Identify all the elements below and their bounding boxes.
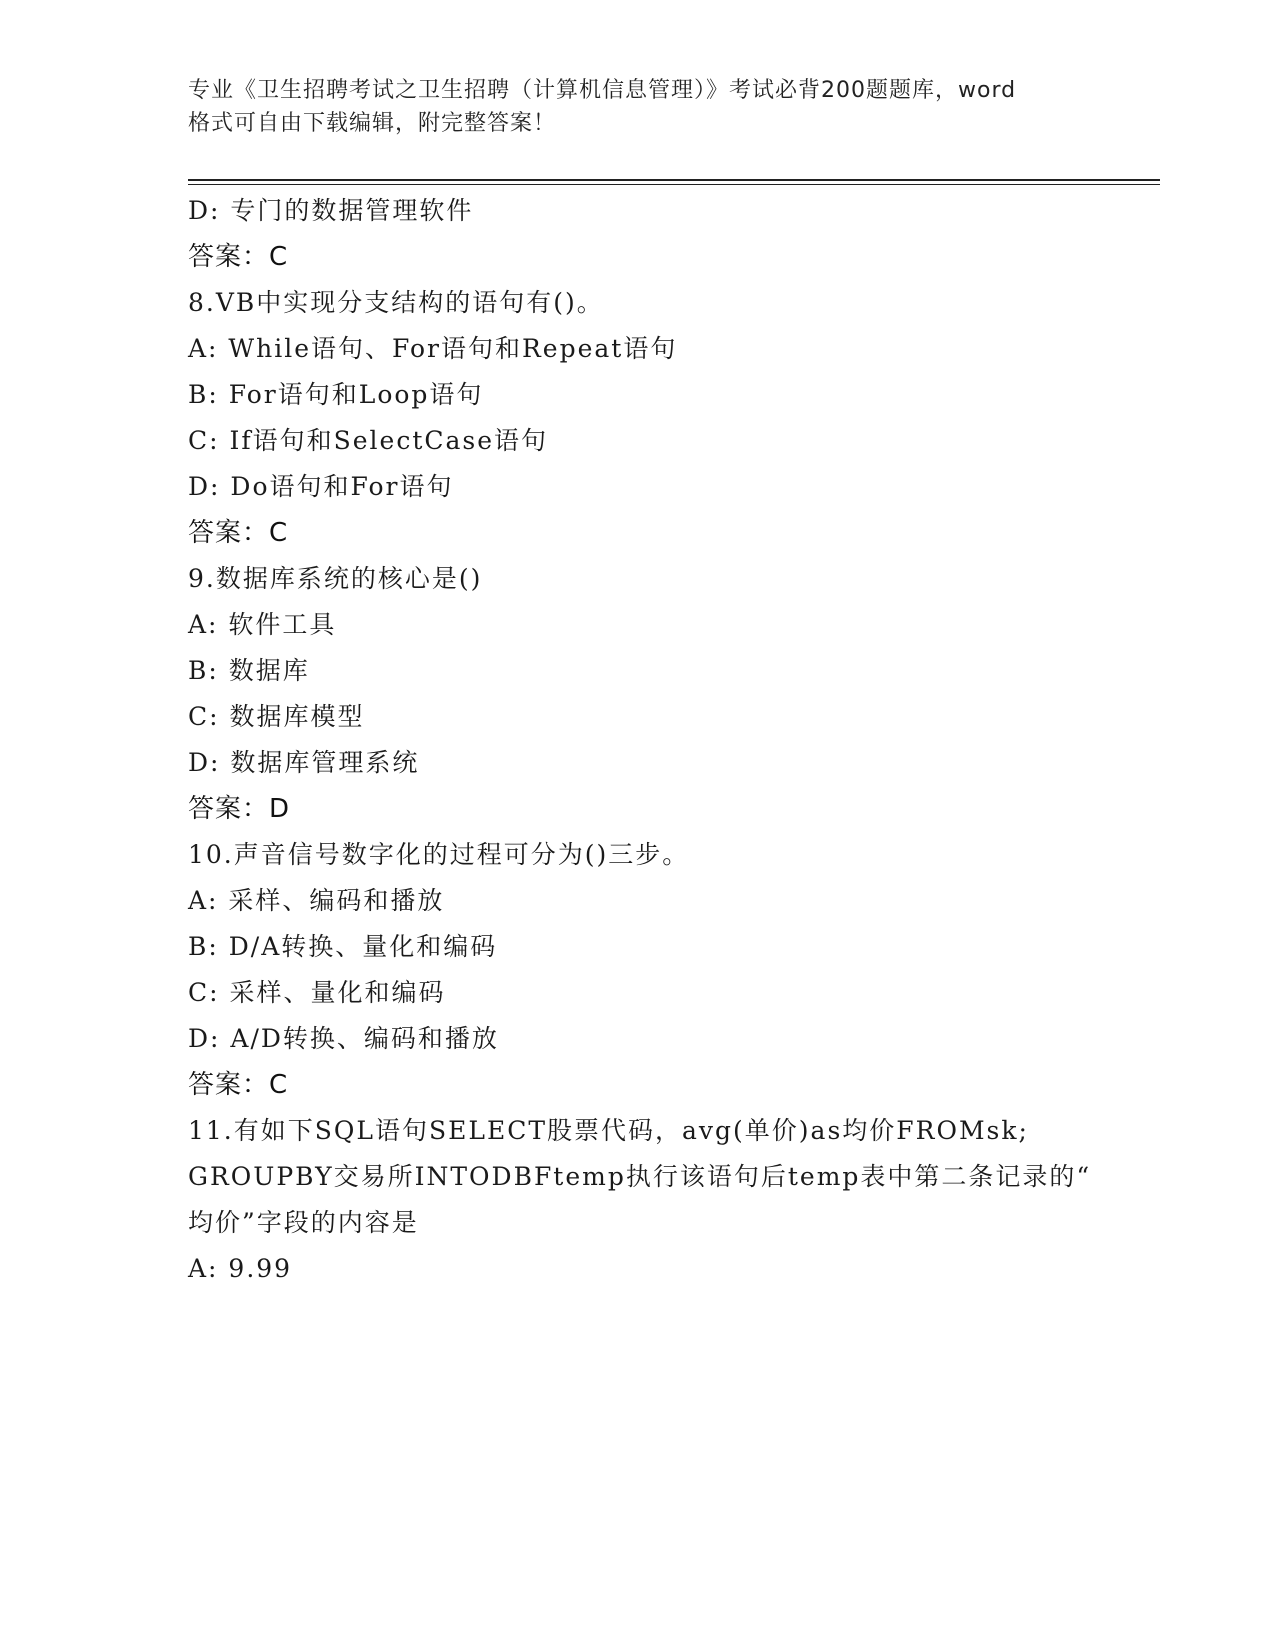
option-d: D: Do语句和For语句 [188, 472, 454, 501]
option-c: C: If语句和SelectCase语句 [188, 426, 549, 455]
question-stem-line-1: 11.有如下SQL语句SELECT股票代码，avg(单价)as均价FROMsk; [188, 1116, 1029, 1145]
option-d: D: 数据库管理系统 [188, 748, 420, 777]
question-stem: 8.VB中实现分支结构的语句有()。 [188, 288, 604, 317]
header-line-2: 格式可自由下载编辑，附完整答案！ [188, 111, 557, 136]
question-stem: 10.声音信号数字化的过程可分为()三步。 [188, 840, 690, 869]
option-a: A: While语句、For语句和Repeat语句 [188, 334, 678, 363]
option-c: C: 数据库模型 [188, 702, 365, 731]
question-stem-line-3: 均价”字段的内容是 [188, 1208, 419, 1237]
option-a: A: 采样、编码和播放 [188, 886, 445, 915]
question-7-tail [188, 188, 1148, 280]
option-a: A: 软件工具 [188, 610, 337, 639]
answer-line: 答案：C [188, 242, 289, 272]
question-8 [188, 280, 1148, 556]
question-10 [188, 832, 1148, 1108]
question-stem: 9.数据库系统的核心是() [188, 564, 483, 593]
question-11 [188, 1108, 1148, 1292]
question-9 [188, 556, 1148, 832]
option-b: B: D/A转换、量化和编码 [188, 932, 498, 961]
header-divider-thin [188, 184, 1160, 185]
question-stem-line-2: GROUPBY交易所INTODBFtemp执行该语句后temp表中第二条记录的“ [188, 1162, 1092, 1191]
option-a: A: 9.99 [188, 1254, 293, 1283]
option-b: B: For语句和Loop语句 [188, 380, 484, 409]
option-c: C: 采样、量化和编码 [188, 978, 446, 1007]
question-list [188, 188, 1148, 1292]
option-d: D: A/D转换、编码和播放 [188, 1024, 499, 1053]
answer-line: 答案：C [188, 518, 289, 548]
document-header [188, 74, 1088, 140]
header-divider-thick [188, 179, 1160, 181]
answer-line: 答案：C [188, 1070, 289, 1100]
option-b: B: 数据库 [188, 656, 310, 685]
header-line-1: 专业《卫生招聘考试之卫生招聘（计算机信息管理）》考试必背200题题库，word [188, 78, 1017, 103]
option-d: D: 专门的数据管理软件 [188, 196, 474, 225]
answer-line: 答案：D [188, 794, 291, 824]
